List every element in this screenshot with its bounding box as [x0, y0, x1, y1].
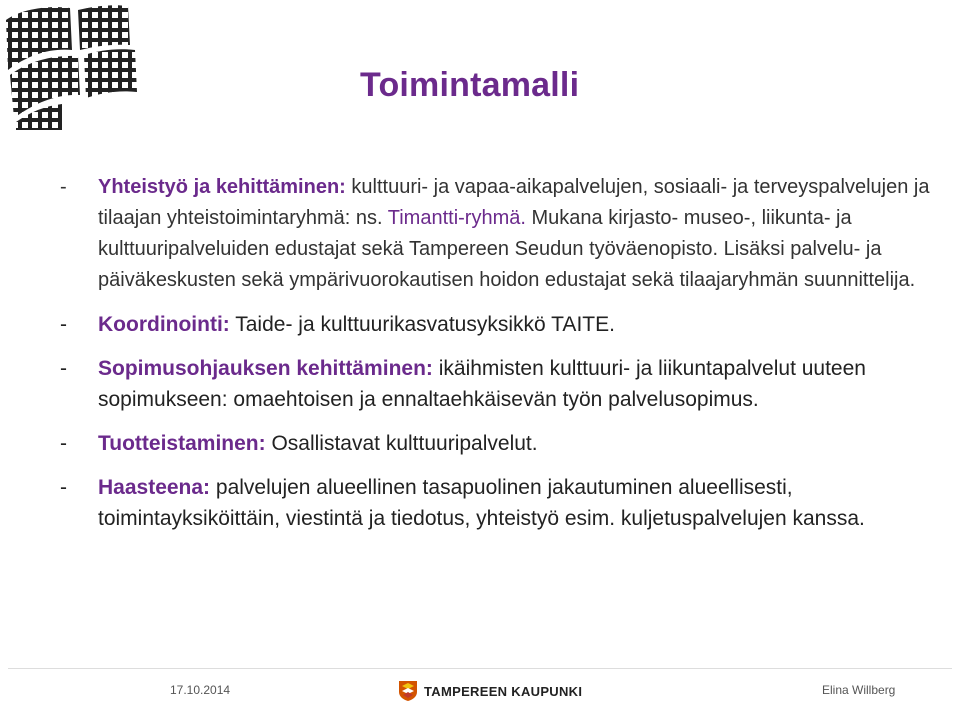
- bullet-dash: -: [60, 176, 67, 198]
- bullet-dash: -: [60, 357, 67, 380]
- tampere-crest-icon: [398, 680, 418, 702]
- list-item-haasteena: [60, 472, 930, 534]
- footer-date: 17.10.2014: [170, 683, 231, 697]
- slide-title: Toimintamalli: [360, 66, 580, 104]
- item-heading: Koordinointi:: [98, 313, 230, 336]
- list-item-koordinointi: [60, 309, 930, 340]
- list-item-yhteistyo: [60, 172, 930, 296]
- bullet-dash: -: [60, 476, 67, 499]
- bullet-dash: -: [60, 432, 67, 455]
- woven-grid-logo-icon: [0, 0, 150, 135]
- footer-divider: [8, 668, 952, 669]
- bullet-dash: -: [60, 313, 67, 336]
- item-heading: Haasteena:: [98, 476, 211, 499]
- item-text: Taide- ja kulttuurikasvatusyksikkö TAITE.: [229, 313, 615, 336]
- item-text: kulttuuri- ja vapaa-aikapalvelujen, sosiaali- ja terveyspalvelujen ja tilaajan yhteistoimintaryhmä: ns.: [98, 176, 930, 229]
- bullet-list: [60, 172, 930, 534]
- footer-brand: [398, 680, 582, 702]
- item-text: ikäihmisten kulttuuri- ja liikuntapalvelut uuteen sopimukseen: omaehtoisen ja ennaltaehkäisevän työn palvelusopimus.: [98, 357, 866, 411]
- list-item-sopimusohjaus: [60, 353, 930, 415]
- item-heading: Tuotteistaminen:: [98, 432, 266, 455]
- item-text: Osallistavat kulttuuripalvelut.: [265, 432, 538, 455]
- item-highlight: Timantti-ryhmä.: [387, 207, 526, 229]
- item-text: palvelujen alueellinen tasapuolinen jakautuminen alueellisesti, toimintayksiköittäin, viestintä ja tiedotus, yhteistyö esim. kuljetuspalvelujen kanssa.: [98, 476, 865, 530]
- item-text: Mukana kirjasto- museo-, liikunta- ja kulttuuripalveluiden edustajat sekä Tampereen Seudun työväenopisto. Lisäksi palvelu- ja päiväkeskusten sekä ympärivuorokautisen hoidon edustajat sekä tilaajaryhmän suunnittelija.: [98, 207, 916, 291]
- footer-brand-name: TAMPEREEN KAUPUNKI: [424, 683, 583, 699]
- list-item-tuotteistaminen: [60, 428, 930, 459]
- footer-author: Elina Willberg: [822, 683, 896, 697]
- item-heading: Sopimusohjauksen kehittäminen:: [98, 357, 433, 380]
- item-heading: Yhteistyö ja kehittäminen:: [98, 176, 346, 198]
